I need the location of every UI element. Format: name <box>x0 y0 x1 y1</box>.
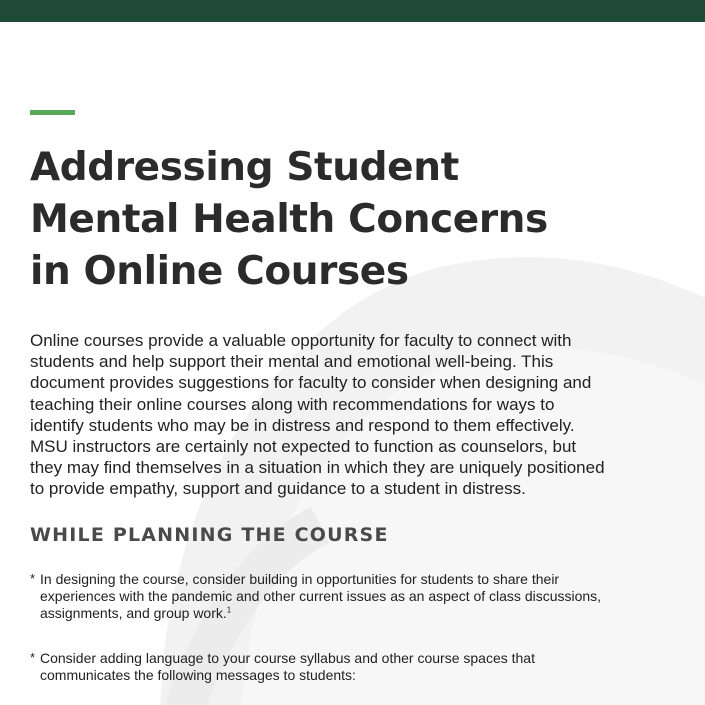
bullet-marker: * <box>30 650 36 665</box>
intro-line: to provide empathy, support and guidance to a student in distress. <box>30 479 526 499</box>
page-title <box>30 142 670 298</box>
intro-line: teaching their online courses along with recommendations for ways to <box>30 394 555 414</box>
title-line-3: in Online Courses <box>30 249 409 294</box>
bullet-line-text: assignments, and group work. <box>40 605 227 621</box>
title-line-2: Mental Health Concerns <box>30 197 548 242</box>
intro-line: MSU instructors are certainly not expected to function as counselors, but <box>30 437 577 457</box>
bullet-line: experiences with the pandemic and other current issues as an aspect of class discussions, <box>40 588 602 604</box>
bullet-line: In designing the course, consider building in opportunities for students to share their <box>40 571 560 587</box>
intro-line: Online courses provide a valuable opportunity for faculty to connect with <box>30 331 572 350</box>
intro-paragraph <box>30 330 690 500</box>
header-bar <box>0 0 705 22</box>
section-heading: WHILE PLANNING THE COURSE <box>30 524 389 546</box>
intro-line: document provides suggestions for faculty to consider when designing and <box>30 373 592 393</box>
bullet-line: communicates the following messages to students: <box>40 667 356 683</box>
bullet-line: Consider adding language to your course syllabus and other course spaces that <box>40 650 535 666</box>
bullet-marker: * <box>30 571 36 586</box>
bullet-item <box>30 571 690 622</box>
footnote-marker[interactable]: 1 <box>226 605 232 615</box>
title-accent-line <box>30 110 75 115</box>
intro-line: identify students who may be in distress and respond to them effectively. <box>30 415 575 435</box>
intro-line: they may find themselves in a situation in which they are uniquely positioned <box>30 458 605 478</box>
title-line-1: Addressing Student <box>30 145 459 190</box>
intro-line: students and help support their mental and emotional well-being. This <box>30 352 554 372</box>
bullet-item <box>30 650 690 684</box>
bullet-line <box>40 605 690 622</box>
